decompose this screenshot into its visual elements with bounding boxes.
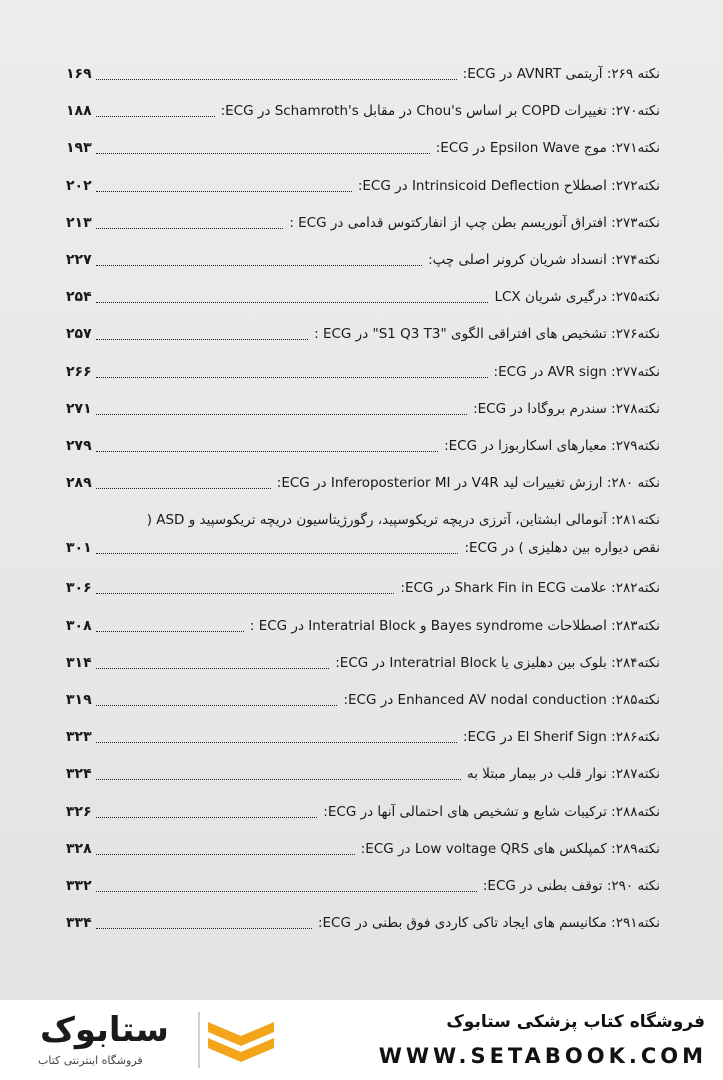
- toc-leader-dots: [96, 191, 352, 192]
- toc-entry-title: نکته۲۷۳: افتراق آنوریسم بطن چپ از انفارکتوس قدامی در ECG :: [289, 214, 660, 231]
- toc-leader-dots: [96, 488, 271, 489]
- toc-leader-dots: [96, 928, 312, 929]
- toc-entry-title: نقص دیواره بین دهلیزی ) در ECG:: [464, 540, 660, 557]
- toc-entry[interactable]: [66, 649, 660, 677]
- toc-entry[interactable]: [66, 246, 660, 274]
- toc-entry-title: نکته۲۷۵: درگیری شریان LCX: [494, 289, 660, 306]
- toc-entry[interactable]: [66, 358, 660, 386]
- toc-leader-dots: [96, 414, 467, 415]
- toc-entry-title: نکته۲۷۰: تغییرات COPD بر اساس Chou's در مقابل Schamroth's در ECG:: [220, 103, 660, 120]
- toc-page-number: ۳۲۸: [66, 840, 92, 857]
- toc-entry[interactable]: [66, 798, 660, 826]
- store-logo-text: ستابوک: [40, 1010, 169, 1050]
- footer-divider: [198, 1012, 200, 1068]
- toc-leader-dots: [96, 742, 457, 743]
- toc-leader-dots: [96, 854, 355, 855]
- toc-entry[interactable]: [66, 60, 660, 88]
- toc-page-number: ۲۱۳: [66, 214, 92, 231]
- toc-entry[interactable]: [66, 723, 660, 751]
- toc-entry-title: نکته۲۸۸: ترکیبات شایع و تشخیص های احتمالی آنها در ECG:: [323, 803, 660, 820]
- toc-page-number: ۳۱۹: [66, 692, 92, 708]
- toc-page-number: ۲۰۲: [66, 177, 92, 194]
- toc-leader-dots: [96, 228, 283, 229]
- toc-leader-dots: [96, 593, 394, 594]
- toc-entry-title: نکته۲۹۱: مکانیسم های ایجاد تاکی کاردی فوق بطنی در ECG:: [317, 915, 660, 932]
- toc-page-number: ۳۱۴: [66, 654, 92, 671]
- toc-entry[interactable]: [66, 209, 660, 237]
- toc-leader-dots: [96, 302, 488, 303]
- toc-page-number: ۲۲۷: [66, 252, 92, 268]
- toc-page-number: ۲۵۴: [66, 289, 92, 306]
- store-name: فروشگاه کتاب پزشکی ستابوک: [446, 1012, 705, 1032]
- toc-entry[interactable]: [66, 172, 660, 200]
- toc-entry[interactable]: [66, 395, 660, 423]
- toc-page-number: ۳۰۶: [66, 580, 92, 597]
- toc-page-number: ۲۵۷: [66, 326, 92, 343]
- toc-entry-title: نکته ۲۹۰: توقف بطنی در ECG:: [482, 878, 660, 894]
- toc-entry-title: نکته۲۷۱: موج Epsilon Wave در ECG:: [435, 140, 660, 157]
- toc-entry-title: نکته۲۷۷: AVR sign در ECG:: [493, 363, 660, 380]
- toc-leader-dots: [96, 553, 458, 554]
- toc-entry[interactable]: [66, 469, 660, 497]
- toc-entry[interactable]: [66, 283, 660, 311]
- toc-entry-title: نکته۲۷۲: اصطلاح Intrinsicoid Deflection در ECG:: [357, 177, 660, 194]
- toc-entry[interactable]: [66, 909, 660, 937]
- toc-entry-title: نکته۲۷۸: سندرم بروگادا در ECG:: [473, 400, 660, 417]
- toc-leader-dots: [96, 631, 244, 632]
- toc-entry-title: نکته۲۷۹: معیارهای اسکاربوزا در ECG:: [444, 438, 660, 454]
- toc-entry[interactable]: [66, 432, 660, 460]
- toc-entry[interactable]: [66, 686, 660, 714]
- store-footer: [0, 1000, 723, 1080]
- toc-leader-dots: [96, 668, 329, 669]
- toc-leader-dots: [96, 817, 317, 818]
- toc-entry[interactable]: [66, 97, 660, 125]
- toc-page-number: ۳۳۲: [66, 878, 92, 894]
- toc-entry-title: نکته۲۷۴: انسداد شریان کرونر اصلی چپ:: [428, 252, 660, 268]
- toc-leader-dots: [96, 779, 461, 780]
- toc-entry-title: نکته۲۸۴: بلوک بین دهلیزی یا Interatrial Block در ECG:: [335, 654, 660, 671]
- toc-leader-dots: [96, 116, 215, 117]
- toc-leader-dots: [96, 339, 308, 340]
- toc-leader-dots: [96, 153, 430, 154]
- toc-entry-title: نکته۲۸۷: نوار قلب در بیمار مبتلا به: [466, 766, 660, 783]
- toc-page-number: ۱۸۸: [66, 103, 92, 120]
- toc-leader-dots: [96, 705, 337, 706]
- toc-entry-title: نکته۲۸۳: اصطلاحات Bayes syndrome و Interatrial Block در ECG :: [249, 617, 660, 634]
- toc-entry-title: نکته۲۷۶: تشخیص های افتراقی الگوی "S1 Q3 T3" در ECG :: [314, 326, 660, 343]
- toc-leader-dots: [96, 265, 422, 266]
- toc-page-number: ۳۰۱: [66, 540, 92, 557]
- toc-entry[interactable]: [66, 574, 660, 602]
- store-logo-chevron-icon: [206, 1018, 276, 1066]
- toc-leader-dots: [96, 891, 477, 892]
- toc-page-number: ۳۳۴: [66, 915, 92, 932]
- toc-entry-title: نکته ۲۸۰: ارزش تغییرات لید V4R در Inferoposterior MI در ECG:: [276, 475, 660, 492]
- toc-leader-dots: [96, 377, 488, 378]
- toc-page-number: ۳۲۶: [66, 803, 92, 820]
- store-url[interactable]: WWW.SETABOOK.COM: [378, 1044, 707, 1068]
- toc-entry[interactable]: [66, 760, 660, 788]
- toc-page-number: ۲۷۱: [66, 400, 92, 417]
- toc-entry[interactable]: [66, 872, 660, 900]
- toc-page-number: ۳۲۳: [66, 729, 92, 746]
- toc-leader-dots: [96, 451, 438, 452]
- toc-page-number: ۲۷۹: [66, 438, 92, 454]
- toc-entry[interactable]: [66, 134, 660, 162]
- toc-page-number: ۱۶۹: [66, 66, 92, 82]
- toc-leader-dots: [96, 79, 457, 80]
- toc-entry-title: نکته۲۸۵: Enhanced AV nodal conduction در ECG:: [343, 692, 660, 708]
- toc-page-number: ۲۶۶: [66, 363, 92, 380]
- toc-entry-title: نکته۲۸۹: کمپلکس های Low voltage QRS در ECG:: [360, 840, 660, 857]
- toc-page-number: ۳۰۸: [66, 617, 92, 634]
- toc-entry[interactable]: [66, 320, 660, 348]
- toc-entry-title: نکته۲۸۶: El Sherif Sign در ECG:: [462, 729, 660, 746]
- toc-page-number: ۲۸۹: [66, 475, 92, 492]
- toc-entry[interactable]: [66, 612, 660, 640]
- toc-page-number: ۳۲۴: [66, 766, 92, 783]
- toc-page-number: ۱۹۳: [66, 140, 92, 157]
- store-logo-subtitle: فروشگاه اینترنتی کتاب: [38, 1054, 143, 1067]
- toc-entry[interactable]: [66, 835, 660, 863]
- toc-entry[interactable]: [66, 506, 660, 557]
- toc-entry-title: نکته۲۸۲: علامت Shark Fin in ECG در ECG:: [400, 580, 660, 597]
- toc-entry-title: نکته ۲۶۹: آریتمی AVNRT در ECG:: [462, 66, 660, 82]
- toc-entry-title-line1: نکته۲۸۱: آنومالی ابشتاین، آترزی دریچه تریکوسپید، رگورژیتاسیون دریچه تریکوسپید و ASD (: [146, 512, 660, 529]
